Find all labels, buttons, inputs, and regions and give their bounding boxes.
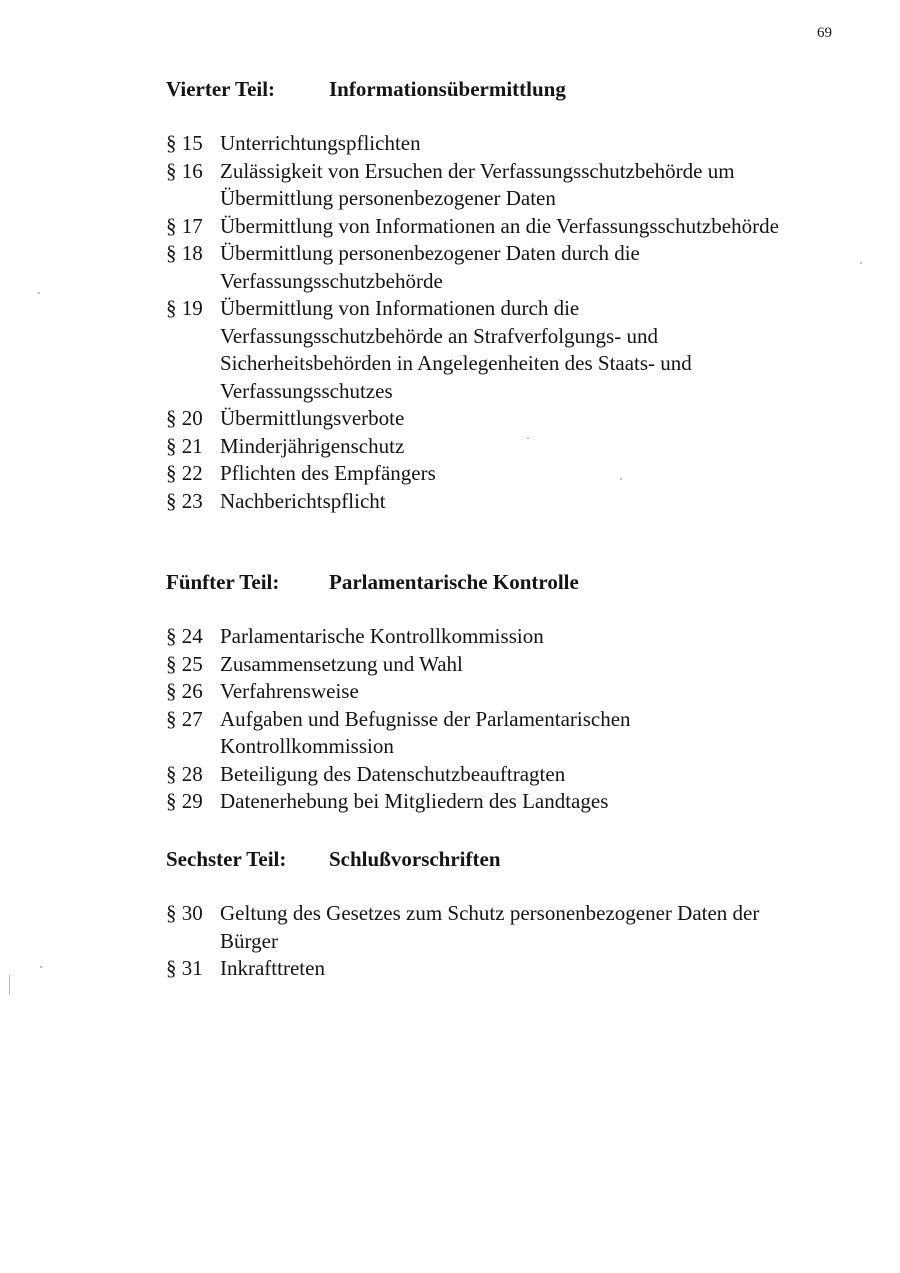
part-label: Sechster Teil: — [166, 847, 287, 871]
entry-title: Pflichten des Empfängers — [220, 461, 436, 485]
entry-number: § 19 — [166, 296, 203, 320]
scan-speck — [38, 292, 40, 294]
entry-title: Geltung des Gesetzes zum Schutz personenbezogener Daten der Bürger — [220, 901, 760, 953]
entry-title: Nachberichtspflicht — [220, 488, 386, 513]
part-title: Informationsübermittlung — [329, 77, 566, 101]
entry-title: Inkrafttreten — [220, 956, 325, 980]
scan-speck — [9, 975, 10, 995]
entry-number: § 26 — [166, 679, 203, 703]
toc-entry-17 — [166, 213, 846, 241]
entry-title: Parlamentarische Kontrollkommission — [220, 624, 544, 648]
entry-list — [166, 130, 846, 515]
part-section-final-provisions — [166, 846, 846, 983]
scan-speck — [620, 478, 622, 480]
toc-entry-19 — [166, 295, 846, 405]
toc-entry-25 — [166, 651, 846, 679]
part-section-information-transfer — [166, 76, 846, 515]
toc-entry-27 — [166, 706, 846, 761]
toc-entry-28 — [166, 761, 846, 789]
toc-entry-16 — [166, 158, 846, 213]
scan-speck — [40, 966, 42, 968]
entry-title: Übermittlungsverbote — [220, 406, 405, 430]
part-heading — [166, 569, 846, 595]
entry-number: § 17 — [166, 213, 203, 238]
entry-title: Datenerhebung bei Mitgliedern des Landtages — [220, 789, 609, 813]
part-label: Vierter Teil: — [166, 77, 276, 101]
entry-title: Verfahrensweise — [220, 679, 359, 703]
toc-entry-18 — [166, 240, 846, 295]
entry-number: § 29 — [166, 789, 203, 813]
entry-title: Minderjährigenschutz — [220, 433, 405, 458]
entry-number: § 30 — [166, 901, 203, 925]
toc-entry-30 — [166, 900, 846, 955]
toc-entry-22 — [166, 460, 846, 488]
toc-entry-15 — [166, 130, 846, 158]
scan-speck — [860, 262, 862, 264]
entry-number: § 21 — [166, 433, 203, 458]
toc-entry-20 — [166, 405, 846, 433]
toc-entry-23 — [166, 488, 846, 516]
entry-number: § 28 — [166, 761, 203, 786]
entry-number: § 18 — [166, 241, 203, 265]
part-section-parliamentary-control — [166, 569, 846, 816]
entry-title: Übermittlung von Informationen an die Verfassungsschutzbehörde — [220, 213, 779, 238]
entry-number: § 27 — [166, 706, 203, 731]
toc-entry-24 — [166, 623, 846, 651]
entry-number: § 23 — [166, 488, 203, 513]
part-heading — [166, 76, 846, 102]
entry-title: Übermittlung von Informationen durch die Verfassungsschutzbehörde an Strafverfolgungs- und Sicherheitsbehörden in Angelegenheiten des Staats- und Verfassungsschutzes — [220, 296, 692, 403]
toc-entry-26 — [166, 678, 846, 706]
entry-title: Aufgaben und Befugnisse der Parlamentarischen Kontrollkommission — [220, 706, 631, 758]
toc-entry-29 — [166, 788, 846, 816]
entry-title: Zulässigkeit von Ersuchen der Verfassungsschutzbehörde um Übermittlung personenbezogener Daten — [220, 158, 735, 210]
page-number: 69 — [817, 25, 832, 41]
part-label: Fünfter Teil: — [166, 570, 280, 594]
scan-speck — [527, 437, 529, 439]
entry-number: § 16 — [166, 158, 203, 183]
entry-title: Unterrichtungspflichten — [220, 131, 421, 155]
entry-title: Zusammensetzung und Wahl — [220, 651, 463, 676]
part-title: Parlamentarische Kontrolle — [329, 570, 579, 594]
part-heading — [166, 846, 846, 872]
entry-number: § 31 — [166, 956, 203, 980]
part-title: Schlußvorschriften — [329, 847, 501, 871]
entry-number: § 25 — [166, 651, 203, 676]
entry-number: § 15 — [166, 131, 203, 155]
entry-list — [166, 900, 846, 983]
toc-entry-31 — [166, 955, 846, 983]
entry-number: § 22 — [166, 461, 203, 485]
entry-list — [166, 623, 846, 816]
entry-title: Beteiligung des Datenschutzbeauftragten — [220, 761, 566, 786]
entry-title: Übermittlung personenbezogener Daten durch die Verfassungsschutzbehörde — [220, 241, 640, 293]
entry-number: § 24 — [166, 624, 203, 648]
toc-entry-21 — [166, 433, 846, 461]
entry-number: § 20 — [166, 406, 203, 430]
